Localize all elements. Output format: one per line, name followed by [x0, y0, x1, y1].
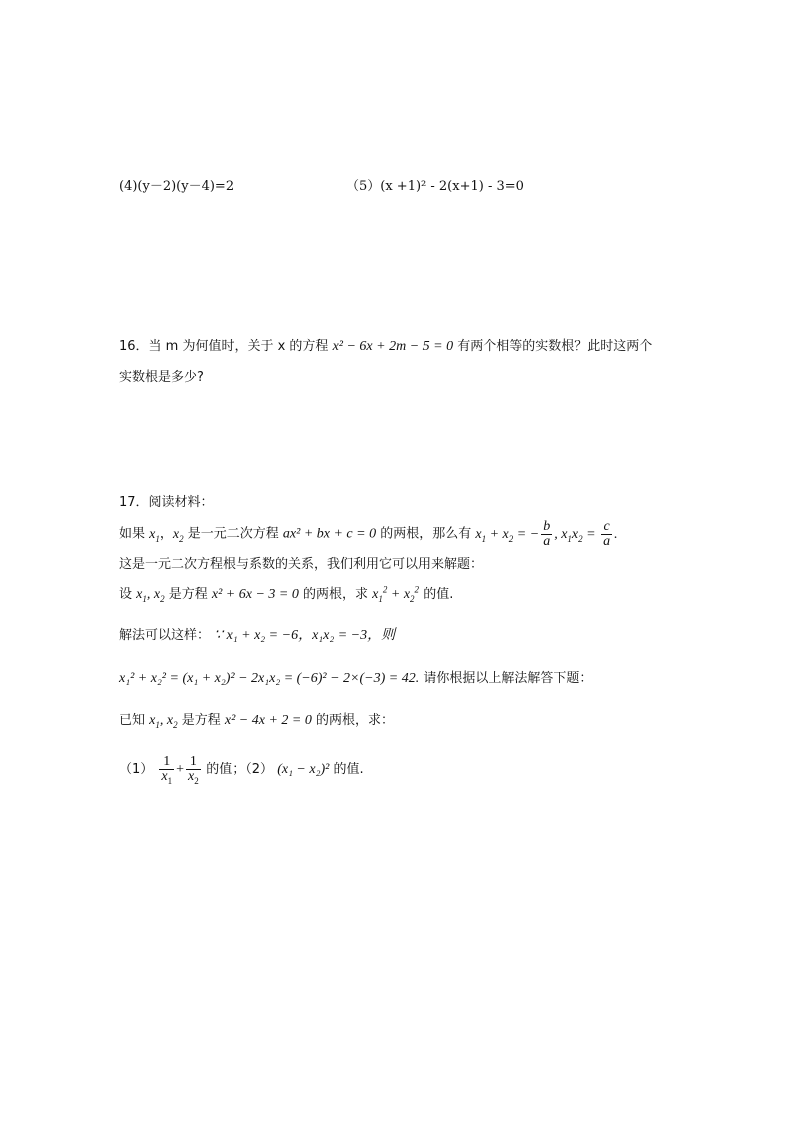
- q16-equation: x² − 6x + 2m − 5 = 0: [332, 339, 454, 354]
- q17-l2-text: 这是一元二次方程根与系数的关系，我们利用它可以用来解题：: [119, 557, 484, 572]
- q17-l7-prefix: （1）: [119, 762, 154, 777]
- q17-l3-end: 的值.: [423, 587, 454, 602]
- problem-4-text: (4)(y－2)(y－4)=2: [119, 179, 235, 194]
- q16-prefix: 16．当 m 为何值时，关于 x 的方程: [119, 339, 329, 354]
- x1-symbol: $x_1$: [149, 526, 160, 544]
- question-16-line2: [119, 369, 204, 387]
- problem-4: [119, 178, 234, 196]
- fraction-b-over-a: $\frac{b}{a}$: [543, 519, 551, 549]
- q17-l3-equation: x² + 6x − 3 = 0: [211, 587, 299, 602]
- problem-5: [346, 178, 524, 196]
- q16-line2-text: 实数根是多少?: [119, 370, 204, 385]
- q17-l6-prefix: 已知: [119, 713, 146, 728]
- q17-l3-mid: 是方程: [168, 587, 208, 602]
- q17-l1-prefix: 如果: [119, 526, 146, 542]
- q17-line-2: [119, 556, 483, 574]
- q17-l1-equation: ax² + bx + c = 0: [282, 526, 377, 542]
- fraction-c-over-a: $\frac{c}{a}$: [603, 519, 611, 549]
- q17-l7-mid: 的值；（2）: [206, 762, 274, 777]
- fraction-1-over-x2: $\frac{1}{x_2}$: [188, 754, 199, 787]
- q17-line-7: [119, 750, 364, 790]
- q17-l6-suffix: 的两根，求：: [316, 713, 395, 728]
- vieta-formula: $x_1 + x_2$ = − $\frac{b}{a}$ , $x_1x_2$ = $\frac{c}{a}$ .: [475, 519, 618, 549]
- q17-l4-prefix: 解法可以这样：: [119, 628, 211, 643]
- q17-line-6: [119, 712, 394, 730]
- q17-line-3: [119, 586, 453, 604]
- q17-l5-suffix: 请你根据以上解法解答下题：: [423, 671, 593, 686]
- q17-l5-equation: x₁² + x₂² = (x₁ + x₂)² − 2x₁x₂ = (−6)² − 2×(−3) = 42.: [119, 671, 420, 686]
- q17-l7-equation: (x₁ − x₂)²: [277, 762, 330, 777]
- q17-l1-mid: 是一元二次方程: [187, 526, 279, 542]
- comma: ，: [159, 526, 173, 542]
- q17-title-text: 17．阅读材料：: [119, 495, 214, 510]
- problem-5-text: （5）(x +1)² - 2(x+1) - 3=0: [346, 179, 524, 194]
- x2-symbol: $x_2$: [172, 526, 184, 544]
- q17-l7-suffix: 的值.: [333, 762, 364, 777]
- fraction-1-over-x1: $\frac{1}{x_1}$: [161, 754, 173, 787]
- q17-l3-suffix: 的两根，求: [303, 587, 369, 602]
- question-17-title: [119, 494, 214, 512]
- sum-of-squares: $x_1^2 + x_2^2$: [372, 584, 420, 604]
- question-16-line1: [119, 338, 652, 356]
- q17-l1-suffix: 的两根，那么有: [380, 526, 472, 542]
- q17-l6-equation: x² − 4x + 2 = 0: [224, 713, 312, 728]
- q17-line-4: [119, 627, 395, 645]
- x1-x2-symbols-2: $x_1$, $x_2$: [149, 713, 178, 730]
- x1-x2-symbols: $x_1$, $x_2$: [136, 587, 165, 604]
- q17-l6-mid: 是方程: [181, 713, 221, 728]
- q17-l3-prefix: 设: [119, 587, 133, 602]
- q17-line-5: [119, 670, 592, 688]
- q16-suffix: 有两个相等的实数根？此时这两个: [457, 339, 653, 354]
- reciprocal-sum: $\frac{1}{x_1}$ + $\frac{1}{x_2}$: [161, 754, 199, 787]
- q17-l4-equation: ∵ x₁ + x₂ = −6，x₁x₂ = −3，则: [214, 628, 396, 643]
- q17-line-1: [119, 520, 618, 549]
